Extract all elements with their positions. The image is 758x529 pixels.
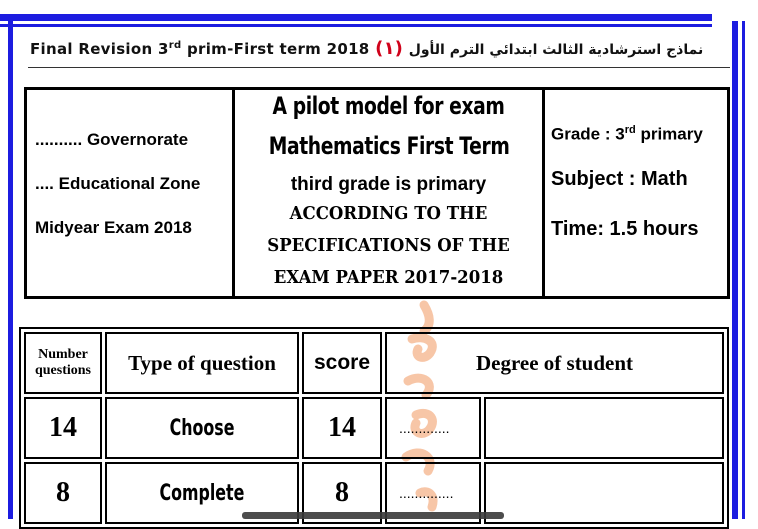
horizontal-scrollbar[interactable] bbox=[242, 512, 504, 519]
header-grade-num: 3 bbox=[157, 40, 169, 58]
header-open-paren: ( bbox=[375, 38, 384, 59]
row-number: 14 bbox=[24, 397, 102, 459]
page-border-right-inner bbox=[742, 21, 745, 519]
page-border-left bbox=[8, 14, 13, 519]
exam-info-left bbox=[27, 90, 235, 296]
row-degree-field[interactable]: .............. bbox=[385, 462, 481, 524]
header-rule bbox=[28, 67, 730, 68]
time-label: Time: 1.5 hours bbox=[551, 218, 699, 240]
row-score: 14 bbox=[302, 397, 382, 459]
score-table bbox=[19, 327, 729, 529]
header-rest: prim-First term 2018 bbox=[186, 40, 370, 58]
header-close-paren: ) bbox=[394, 38, 404, 59]
header-degree: Degree of student bbox=[385, 332, 724, 394]
exam-paper-year-text: EXAM PAPER 2017-2018 bbox=[273, 267, 504, 288]
row-degree-field[interactable]: ............. bbox=[385, 397, 481, 459]
row-type bbox=[105, 397, 299, 459]
exam-info-box bbox=[24, 87, 730, 299]
header-number-line2: questions bbox=[34, 363, 92, 378]
page-border-top bbox=[0, 14, 712, 21]
according-text: ACCORDING TO THE bbox=[289, 203, 488, 224]
row-type-text: Choose bbox=[169, 415, 235, 441]
governorate-text: .......... Governorate bbox=[35, 130, 189, 149]
row-number: 8 bbox=[24, 462, 102, 524]
exam-info-right bbox=[545, 90, 730, 296]
grade-subtitle: third grade is primary bbox=[290, 174, 487, 195]
row-score: 8 bbox=[302, 462, 382, 524]
header-grade-sup: rd bbox=[168, 40, 182, 51]
page-border-top-inner bbox=[0, 24, 712, 27]
specifications-text: SPECIFICATIONS OF THE bbox=[267, 235, 510, 256]
header-number-badge bbox=[375, 38, 403, 59]
header-type: Type of question bbox=[105, 332, 299, 394]
page-border-right bbox=[732, 21, 738, 519]
exam-info-middle bbox=[235, 90, 545, 296]
educational-zone-text: .... Educational Zone bbox=[35, 174, 201, 193]
subject-label: Subject : Math bbox=[551, 168, 688, 190]
row-blank bbox=[484, 462, 724, 524]
grade-label-prefix: Grade : 3 bbox=[551, 124, 625, 144]
header-score: score bbox=[302, 332, 382, 394]
grade-label bbox=[551, 124, 703, 145]
header-arabic: نماذج استرشادية الثالث ابتدائي الترم الأول bbox=[408, 42, 704, 58]
mathematics-term-title: Mathematics First Term bbox=[268, 132, 510, 160]
header-prefix: Final Revision bbox=[30, 40, 153, 58]
table-header-row bbox=[24, 332, 724, 394]
grade-label-suffix: primary bbox=[640, 124, 703, 144]
table-row bbox=[24, 397, 724, 459]
row-blank bbox=[484, 397, 724, 459]
pilot-model-title: A pilot model for exam bbox=[272, 92, 505, 120]
revision-header bbox=[30, 38, 730, 66]
row-type-text: Complete bbox=[159, 480, 245, 506]
header-number-questions bbox=[24, 332, 102, 394]
header-number-line1: Number bbox=[38, 347, 88, 362]
grade-label-sup: rd bbox=[624, 124, 636, 136]
midyear-exam-text: Midyear Exam 2018 bbox=[35, 218, 192, 237]
header-number: ١ bbox=[383, 38, 395, 59]
